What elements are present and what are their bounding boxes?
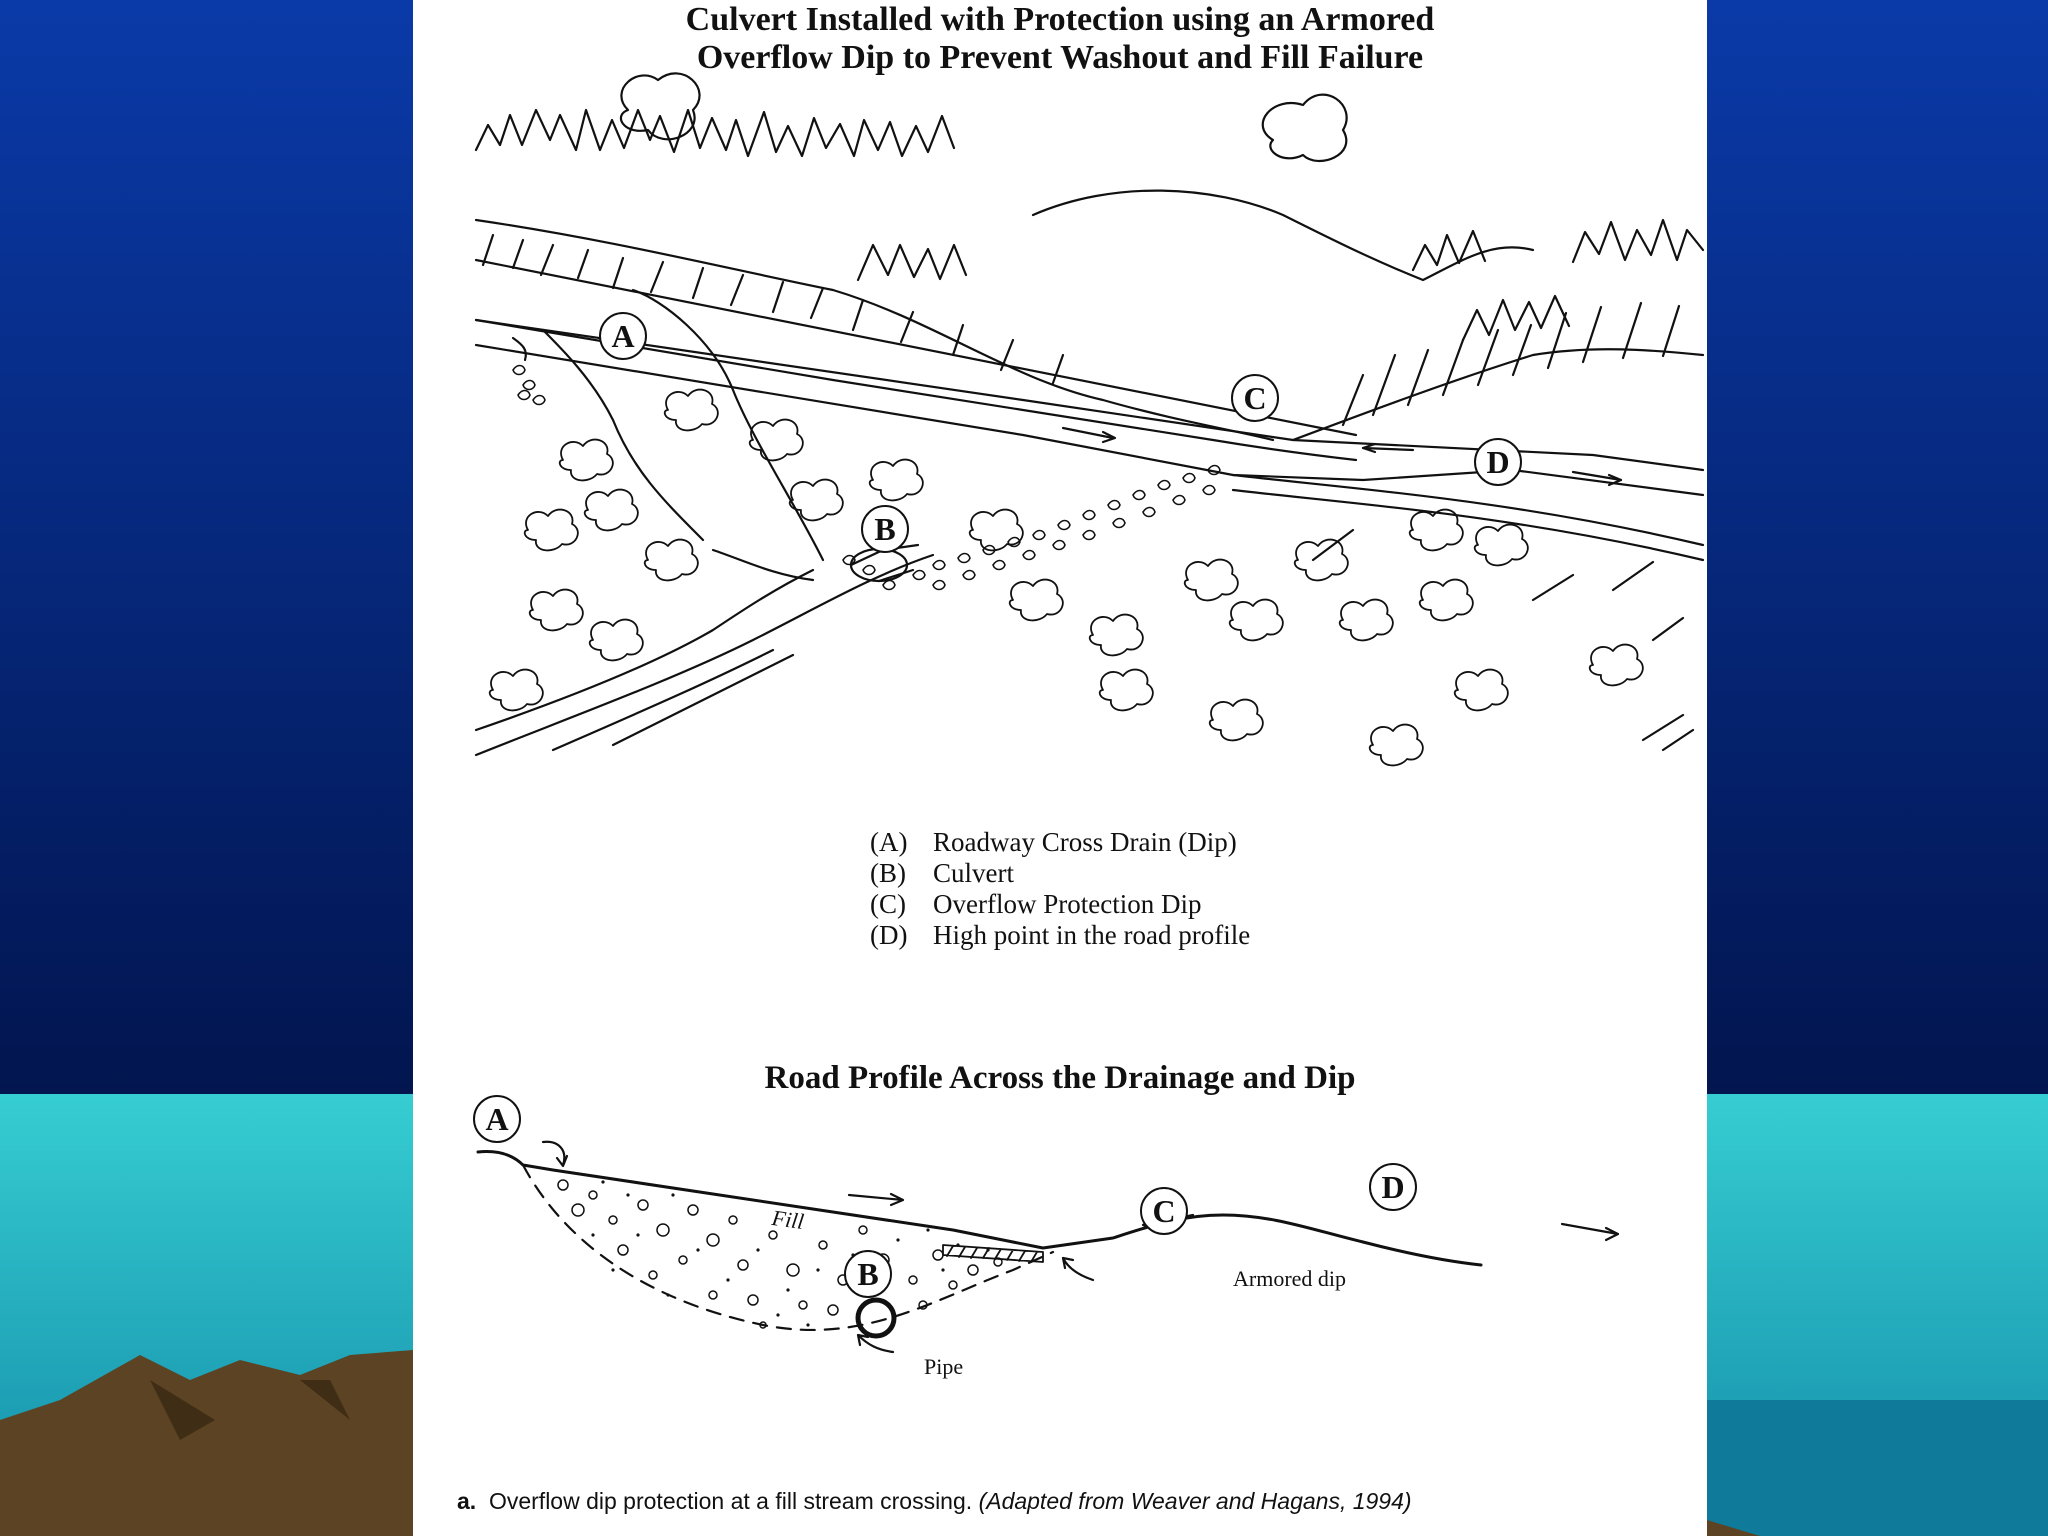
pipe-label: Pipe <box>924 1354 964 1379</box>
profile-marker-d: D <box>1369 1163 1417 1211</box>
stream-channel <box>476 555 933 755</box>
profile-marker-b: B <box>844 1250 892 1298</box>
figure-title-line-1: Culvert Installed with Protection using an Armored <box>685 1 1435 38</box>
caption-text: Overflow dip protection at a fill stream crossing. <box>488 1488 973 1514</box>
marker-c: C <box>1231 374 1279 422</box>
background-hill <box>1033 191 1533 280</box>
legend <box>870 827 1250 951</box>
fill-label: Fill <box>770 1204 806 1235</box>
profile-marker-a: A <box>473 1095 521 1143</box>
caption-source: (Adapted from Weaver and Hagans, 1994) <box>978 1488 1412 1514</box>
fill-aggregate <box>558 1180 1002 1328</box>
caption-prefix: a. <box>457 1488 477 1514</box>
armored-dip <box>943 1245 1043 1262</box>
profile-marker-c: C <box>1140 1187 1188 1235</box>
figure-caption <box>457 1488 1412 1515</box>
legend-item-c: (C) Overflow Protection Dip <box>870 889 1202 919</box>
culvert-illustration <box>413 0 1707 1536</box>
legend-item-d: (D) High point in the road profile <box>870 920 1251 950</box>
pipe-cross-section <box>858 1300 894 1336</box>
tree-line <box>476 110 954 156</box>
marker-b: B <box>861 505 909 553</box>
marker-d: D <box>1474 438 1522 486</box>
shrubs <box>490 390 1643 766</box>
figure-page <box>413 0 1707 1536</box>
rock-armor <box>513 366 1220 590</box>
profile-title: Road Profile Across the Drainage and Dip <box>764 1060 1356 1096</box>
legend-item-a: (A) Roadway Cross Drain (Dip) <box>870 827 1237 857</box>
upper-cutbank <box>476 220 1273 440</box>
legend-item-b: (B) Culvert <box>870 858 1014 888</box>
figure-title-line-2: Overflow Dip to Prevent Washout and Fill Failure <box>696 39 1424 76</box>
marker-a: A <box>599 312 647 360</box>
armored-dip-label: Armored dip <box>1233 1266 1347 1291</box>
